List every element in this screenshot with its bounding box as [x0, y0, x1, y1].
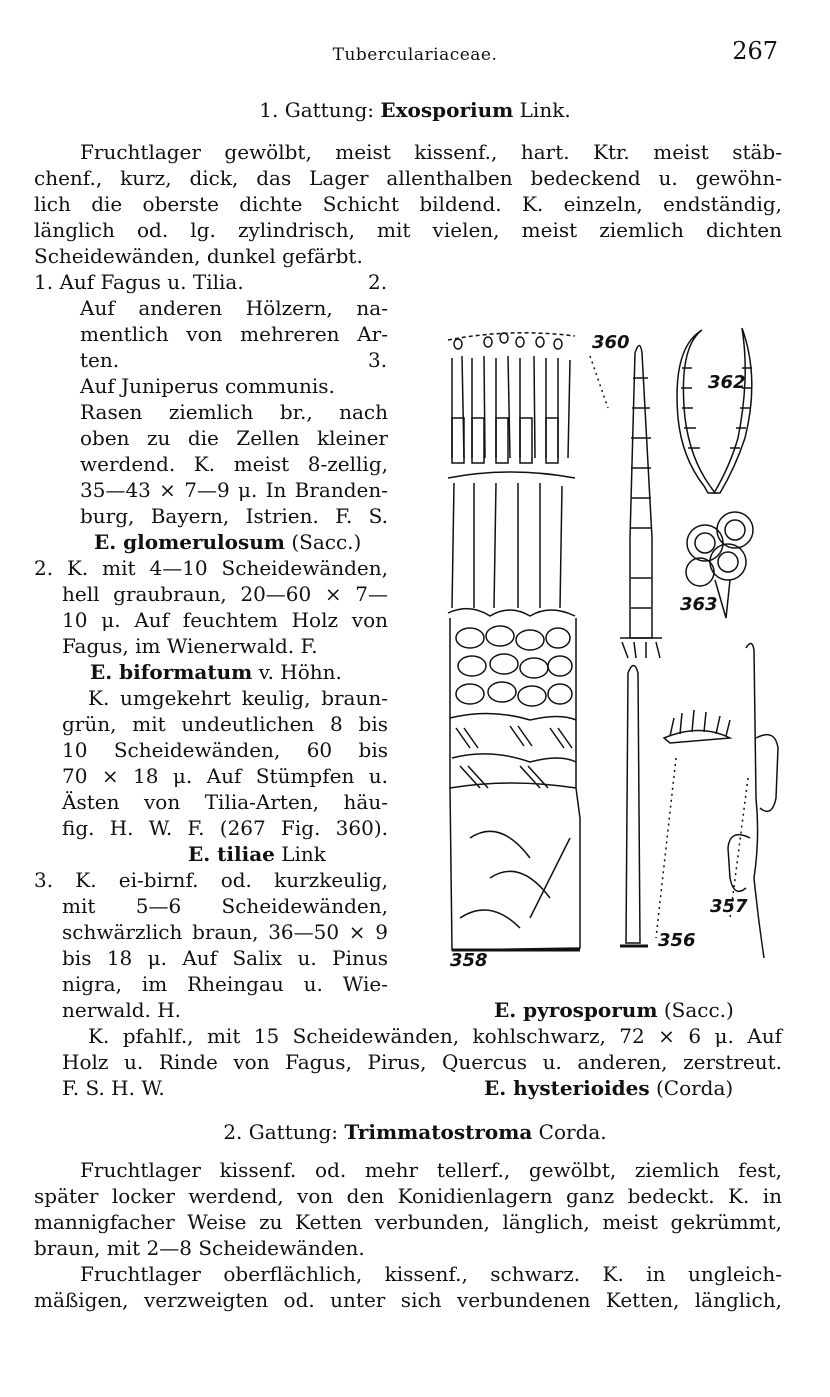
key-3-line-4: bis 18 μ. Auf Salix u. Pinus [62, 946, 388, 970]
fig-label-356: 356 [658, 930, 696, 951]
fig-label-358: 358 [450, 950, 488, 971]
species-glomerulosum: E. glomerulosum (Sacc.) [94, 530, 362, 554]
genus2-desc-line-5: Fruchtlager oberflächlich, kissenf., schwarz. K. in ungleich- [80, 1262, 782, 1286]
key-1a: 1. Auf Fagus u. Tilia. [34, 270, 244, 294]
fig-label-363: 363 [680, 594, 718, 615]
page-number: 267 [732, 37, 778, 65]
key-2-line-3: 10 μ. Auf feuchtem Holz von [62, 608, 388, 632]
figure-svg [430, 318, 800, 980]
genus1-heading-author: Link. [513, 98, 571, 122]
genus1-desc-line-4: länglich od. lg. zylindrisch, mit vielen, meist ziemlich dichten [34, 218, 782, 242]
fig-362-spores [677, 328, 752, 493]
genus2-desc-line-1: Fruchtlager kissenf. od. mehr tellerf., gewölbt, ziemlich fest, [80, 1158, 782, 1182]
figure-exosporium-illustration [430, 318, 800, 980]
key-1b-end: ten. [80, 348, 120, 372]
juniperus-line-2: Rasen ziemlich br., nach [80, 400, 388, 424]
tiliae-line-2: grün, mit undeutlichen 8 bis [62, 712, 388, 736]
key-1b-line-2: mentlich von mehreren Ar- [80, 322, 388, 346]
juniperus-line-6: burg, Bayern, Istrien. F. S. [80, 504, 388, 528]
fig-358-section [448, 333, 580, 950]
tiliae-line-3: 10 Scheidewänden, 60 bis [62, 738, 388, 762]
key-1b-ref: 3. [368, 348, 388, 372]
species-pyrosporum: E. pyrosporum (Sacc.) [494, 998, 734, 1022]
tiliae-line-5: Ästen von Tilia-Arten, häu- [62, 790, 388, 814]
key-3b-end: F. S. H. W. [62, 1076, 165, 1100]
key-3-line-3: schwärzlich braun, 36—50 × 9 [62, 920, 388, 944]
key-3b-line-2: Holz u. Rinde von Fagus, Pirus, Quercus u. anderen, zerstreut. [62, 1050, 782, 1074]
genus1-desc-line-1: Fruchtlager gewölbt, meist kissenf., hart. Ktr. meist stäb- [80, 140, 782, 164]
species-hysterioides: E. hysterioides (Corda) [484, 1076, 734, 1100]
juniperus-line-5: 35—43 × 7—9 μ. In Branden- [80, 478, 388, 502]
genus1-desc-line-5: Scheidewänden, dunkel gefärbt. [34, 244, 363, 268]
genus2-desc-line-2: später locker werdend, von den Konidienlagern ganz bedeckt. K. in [34, 1184, 782, 1208]
genus2-desc-line-6: mäßigen, verzweigten od. unter sich verbundenen Ketten, länglich, [34, 1288, 782, 1312]
tiliae-line-1: K. umgekehrt keulig, braun- [88, 686, 388, 710]
running-title: Tuberculariaceae. [332, 45, 498, 65]
species-biformatum: E. biformatum v. Höhn. [90, 660, 342, 684]
fig-label-360: 360 [592, 332, 630, 353]
key-3-line-2: mit 5—6 Scheidewänden, [62, 894, 388, 918]
juniperus-line-1: Auf Juniperus communis. [80, 374, 335, 398]
juniperus-line-4: werdend. K. meist 8-zellig, [80, 452, 388, 476]
genus2-heading-author: Corda. [532, 1120, 607, 1144]
genus2-heading-prefix: 2. Gattung: [223, 1120, 345, 1144]
species-tiliae: E. tiliae Link [188, 842, 326, 866]
tiliae-line-6: fig. H. W. F. (267 Fig. 360). [62, 816, 388, 840]
genus1-heading [0, 97, 830, 123]
fig-label-362: 362 [708, 372, 746, 393]
key-3b-line-1: K. pfahlf., mit 15 Scheidewänden, kohlschwarz, 72 × 6 μ. Auf [88, 1024, 782, 1048]
juniperus-line-3: oben zu die Zellen kleiner [80, 426, 388, 450]
tiliae-line-4: 70 × 18 μ. Auf Stümpfen u. [62, 764, 388, 788]
genus1-desc-line-2: chenf., kurz, dick, das Lager allenthalben bedeckend u. gewöhn- [34, 166, 782, 190]
genus2-heading-name: Trimmatostroma [344, 1120, 533, 1144]
genus1-desc-line-3: lich die oberste dichte Schicht bildend. K. einzeln, endständig, [34, 192, 782, 216]
genus2-desc-line-4: braun, mit 2—8 Scheidewänden. [34, 1236, 365, 1260]
genus2-heading [0, 1119, 830, 1145]
key-2-line-2: hell graubraun, 20—60 × 7— [62, 582, 388, 606]
fig-label-357: 357 [710, 896, 748, 917]
key-3-end: nerwald. H. [62, 998, 182, 1022]
key-3-line-1: 3. K. ei-birnf. od. kurzkeulig, [34, 868, 388, 892]
fig-360-conidium [590, 346, 662, 659]
key-1a-ref: 2. [368, 270, 388, 294]
key-2-line-1: 2. K. mit 4—10 Scheidewänden, [34, 556, 388, 580]
genus2-desc-line-3: mannigfacher Weise zu Ketten verbunden, länglich, meist gekrümmt, [34, 1210, 782, 1234]
key-2-line-4: Fagus, im Wienerwald. F. [62, 634, 318, 658]
key-1b-line-1: Auf anderen Hölzern, na- [80, 296, 388, 320]
key-3-line-5: nigra, im Rheingau u. Wie- [62, 972, 388, 996]
genus1-heading-name: Exosporium [380, 98, 514, 122]
genus1-heading-prefix: 1. Gattung: [259, 98, 381, 122]
